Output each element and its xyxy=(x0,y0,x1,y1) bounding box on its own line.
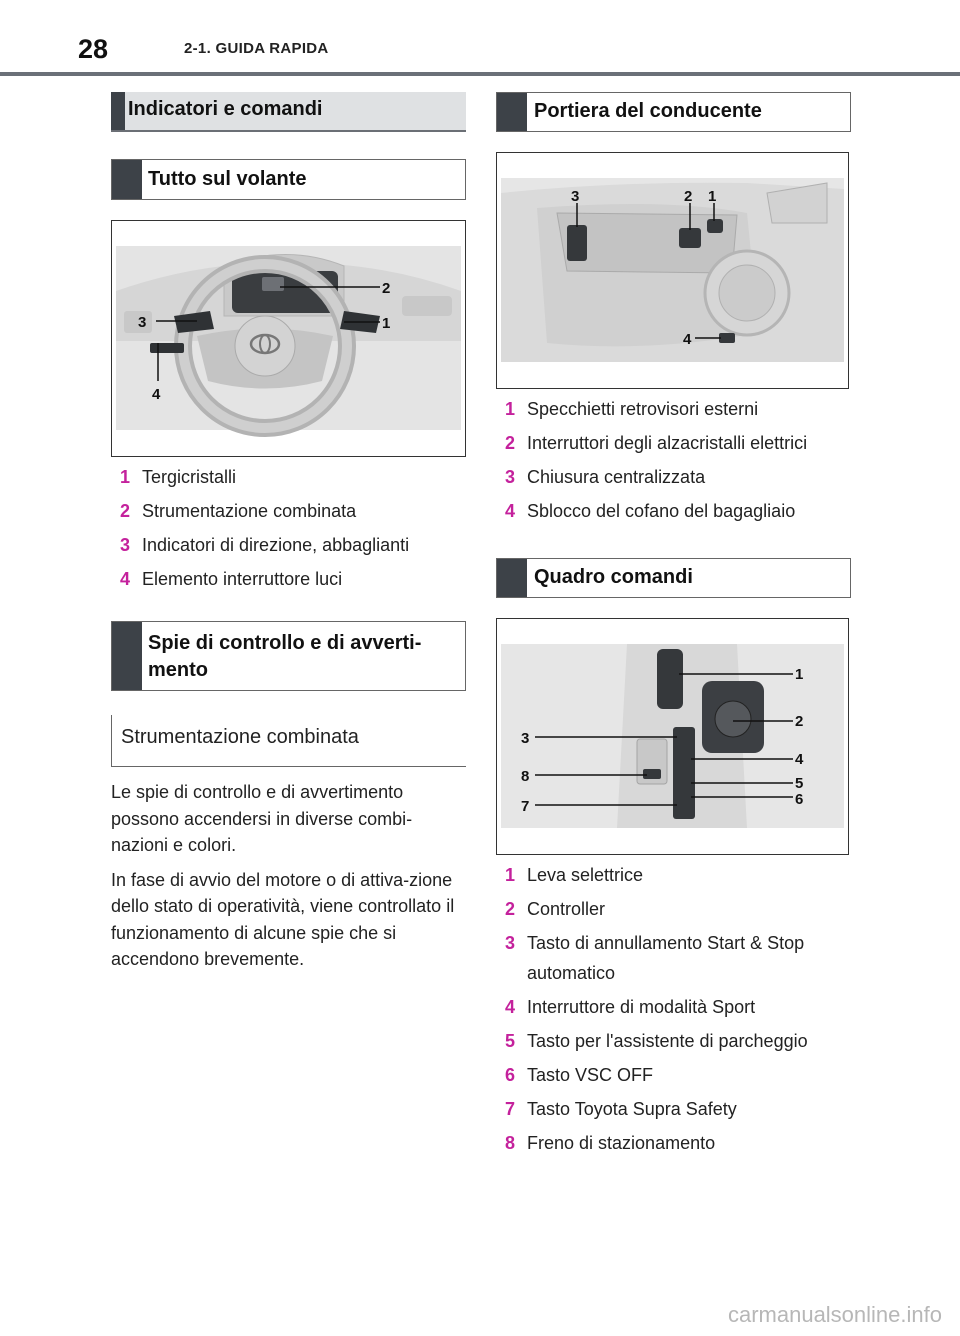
list-item: 4 Sblocco del cofano del bagagliaio xyxy=(504,501,796,521)
callout-1: 1 xyxy=(382,315,391,332)
driver-door-figure xyxy=(496,152,849,389)
chapter-title: 2-1. GUIDA RAPIDA xyxy=(184,40,329,57)
heading-bar xyxy=(112,160,142,199)
list-item: 4 Elemento interruttore luci xyxy=(119,569,343,589)
callout-3: 3 xyxy=(521,730,530,747)
console-illustration xyxy=(497,619,848,854)
subheading-console xyxy=(496,558,851,598)
subheading-text: Portiera del conducente xyxy=(534,100,762,122)
callout-2: 2 xyxy=(795,713,804,730)
steering-wheel-illustration xyxy=(112,221,465,456)
topic-heading-text: Strumentazione combinata xyxy=(121,726,359,748)
callout-3: 3 xyxy=(138,314,147,331)
callout-6: 6 xyxy=(795,791,804,808)
list-item: 3 Indicatori di direzione, abbaglianti xyxy=(119,535,410,555)
door-items-list xyxy=(496,394,851,526)
list-item: 2 Interruttori degli alzacristalli elettrici xyxy=(504,433,808,453)
door-illustration xyxy=(497,153,848,388)
list-item: 1 Leva selettrice xyxy=(504,865,644,885)
topic-heading xyxy=(111,715,466,767)
callout-8: 8 xyxy=(521,768,530,785)
subheading-text: Tutto sul volante xyxy=(148,168,307,190)
callout-1: 1 xyxy=(708,188,717,205)
callout-3: 3 xyxy=(571,188,580,205)
center-console-figure xyxy=(496,618,849,855)
callout-2: 2 xyxy=(382,280,391,297)
left-column xyxy=(111,92,466,981)
subheading-door xyxy=(496,92,851,132)
paragraph: In fase di avvio del motore o di attiva-zione dello stato di operatività, viene controllato il funzionamento di alcune spie che si accendono brevemente. xyxy=(111,869,455,969)
callout-7: 7 xyxy=(521,798,530,815)
paragraph: Le spie di controllo e di avvertimento possono accendersi in diverse combi-nazioni e colori. xyxy=(111,782,413,855)
list-item: 2 Controller xyxy=(504,899,606,919)
subheading-text: Quadro comandi xyxy=(534,566,693,588)
page-number: 28 xyxy=(78,34,109,64)
callout-4: 4 xyxy=(152,386,161,403)
list-item: 1 Tergicristalli xyxy=(119,467,237,487)
heading-bar xyxy=(112,622,142,690)
callout-4: 4 xyxy=(795,751,804,768)
heading-bar xyxy=(497,93,527,131)
heading-bar xyxy=(497,559,527,597)
heading-bar xyxy=(111,92,125,130)
section-heading-indicators xyxy=(111,92,466,132)
list-item: 2 Strumentazione combinata xyxy=(119,501,357,521)
steering-items-list xyxy=(111,462,466,594)
section-heading-text: Indicatori e comandi xyxy=(128,98,323,120)
list-item: 6 Tasto VSC OFF xyxy=(504,1065,654,1085)
subheading-steering xyxy=(111,159,466,200)
list-item: 3 Chiusura centralizzata xyxy=(504,467,706,487)
header-rule xyxy=(0,72,960,76)
list-item: 4 Interruttore di modalità Sport xyxy=(504,997,756,1017)
console-items-list xyxy=(496,860,851,1158)
watermark[interactable]: carmanualsonline.info xyxy=(727,1302,942,1327)
list-item: 1 Specchietti retrovisori esterni xyxy=(504,399,759,419)
list-item: 8 Freno di stazionamento xyxy=(504,1133,716,1153)
right-column xyxy=(496,92,851,1162)
list-item: 3 Tasto di annullamento Start & Stop automatico xyxy=(504,933,805,983)
subheading-warning-lights xyxy=(111,621,466,691)
steering-wheel-figure xyxy=(111,220,466,457)
callout-4: 4 xyxy=(683,331,692,348)
list-item: 5 Tasto per l'assistente di parcheggio xyxy=(504,1031,808,1051)
list-item: 7 Tasto Toyota Supra Safety xyxy=(504,1099,737,1119)
callout-1: 1 xyxy=(795,666,804,683)
subheading-text: Spie di controllo e di avverti-mento xyxy=(148,632,422,681)
callout-2: 2 xyxy=(684,188,693,205)
warning-description xyxy=(111,779,466,973)
callout-5: 5 xyxy=(795,775,804,792)
